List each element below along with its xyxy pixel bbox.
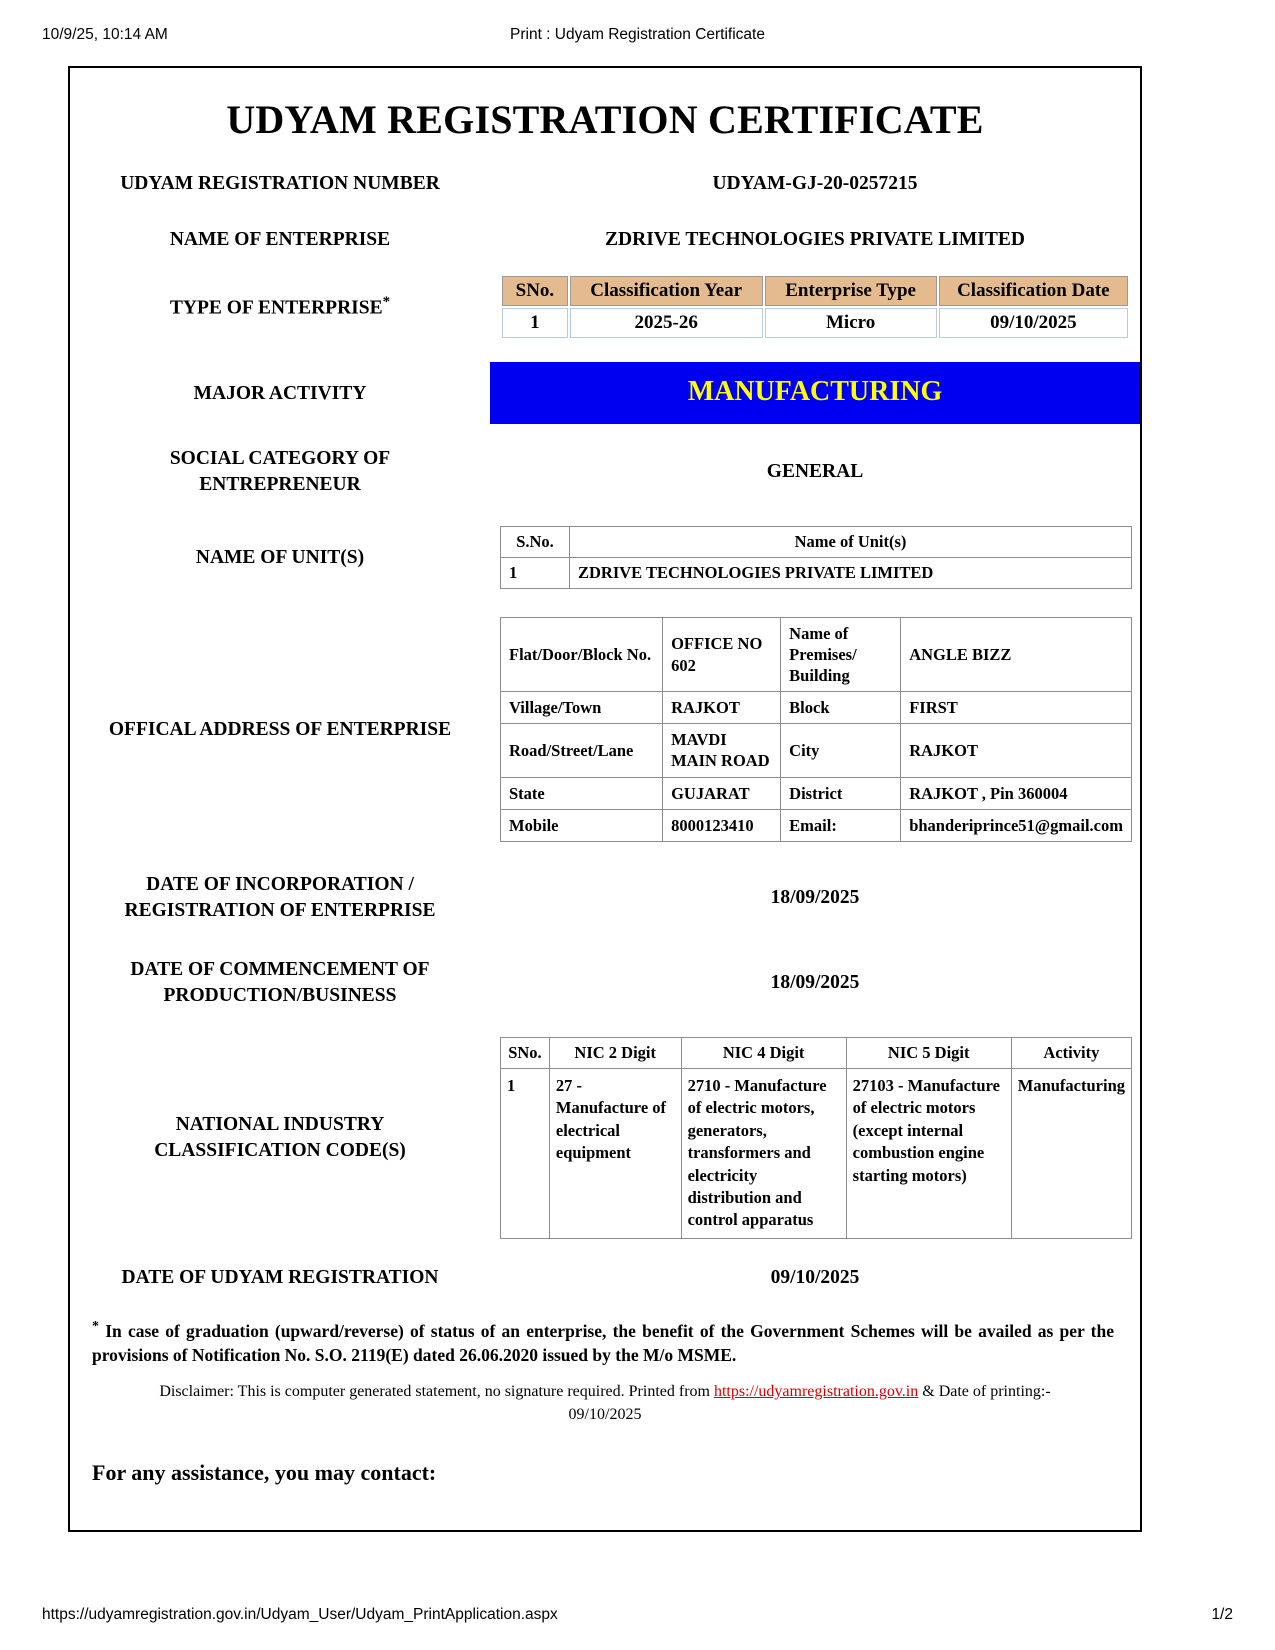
address-value-premises: ANGLE BIZZ [901,617,1132,691]
table-row [501,1068,1132,1238]
label-enterprise-name: NAME OF ENTERPRISE [169,228,391,250]
nic-col-5digit: NIC 5 Digit [846,1037,1011,1068]
row-date-of-commencement [70,957,1140,1008]
footnote-text: In case of graduation (upward/reverse) of status of an enterprise, the benefit of the Government Schemes will be availed as per the provisions of Notification No. S.O. 2119(E) dated 26.06.2020 issued by the M/o MSME. [92,1320,1115,1366]
browser-print-footer [0,1606,1275,1628]
row-official-address [70,617,1140,842]
graduation-footnote [92,1317,1114,1369]
disclaimer-suffix: & Date of printing:- [918,1383,1051,1401]
address-key-village: Village/Town [501,692,663,724]
table-row [501,557,1132,588]
label-date-of-udyam-registration: DATE OF UDYAM REGISTRATION [121,1266,439,1288]
official-address-table-wrap [490,617,1140,842]
major-activity-banner: MANUFACTURING [490,362,1140,424]
type-of-enterprise-asterisk: * [382,294,391,311]
address-value-village: RAJKOT [663,692,781,724]
unit-cell-sno: 1 [501,557,570,588]
print-page-number: 1/2 [1211,1606,1233,1623]
unit-table [500,526,1132,589]
label-date-of-commencement-line2: PRODUCTION/BUSINESS [163,985,397,1007]
type-of-enterprise-table-wrap [490,274,1140,340]
classification-cell-enterprise-type: Micro [765,308,937,338]
nic-col-sno: SNo. [501,1037,550,1068]
label-name-of-units: NAME OF UNIT(S) [195,546,365,568]
label-date-of-commencement [70,957,490,1008]
label-social-category-line2: ENTREPRENEUR [199,474,361,496]
label-official-address: OFFICAL ADDRESS OF ENTERPRISE [108,718,452,740]
value-registration-number: UDYAM-GJ-20-0257215 [712,173,918,194]
value-social-category: GENERAL [766,461,864,483]
disclaimer-prefix: Disclaimer: This is computer generated statement, no signature required. Printed from [159,1383,714,1401]
row-date-of-incorporation [70,872,1140,923]
unit-col-sno: S.No. [501,526,570,557]
label-nic-codes-line1: NATIONAL INDUSTRY [175,1114,385,1136]
address-key-email: Email: [781,809,901,841]
table-row [501,777,1132,809]
label-registration-number: UDYAM REGISTRATION NUMBER [120,173,440,194]
row-type-of-enterprise [70,274,1140,340]
label-social-category-line1: SOCIAL CATEGORY OF [169,448,391,470]
table-row [501,809,1132,841]
classification-col-enterprise-type: Enterprise Type [765,276,937,306]
browser-print-header [0,26,1275,48]
classification-table [500,274,1130,340]
address-key-road: Road/Street/Lane [501,724,663,777]
address-key-district: District [781,777,901,809]
major-activity-banner-wrap [490,362,1140,424]
value-date-of-udyam-registration: 09/10/2025 [770,1266,860,1288]
row-enterprise-name [70,227,1140,253]
label-social-category [70,446,490,497]
label-type-of-enterprise [70,293,490,321]
address-key-flat: Flat/Door/Block No. [501,617,663,691]
nic-codes-table-wrap [490,1037,1140,1239]
value-enterprise-name: ZDRIVE TECHNOLOGIES PRIVATE LIMITED [605,228,1025,250]
nic-col-4digit: NIC 4 Digit [681,1037,846,1068]
classification-cell-year: 2025-26 [570,308,763,338]
classification-col-year: Classification Year [570,276,763,306]
address-value-block: FIRST [901,692,1132,724]
udyam-portal-link[interactable]: https://udyamregistration.gov.in [713,1383,919,1401]
label-date-of-incorporation [70,872,490,923]
value-date-of-commencement: 18/09/2025 [770,972,860,994]
assistance-heading: For any assistance, you may contact: [92,1460,437,1486]
classification-cell-sno: 1 [502,308,568,338]
disclaimer-print-date: 09/10/2025 [568,1406,642,1424]
nic-cell-2digit: 27 - Manufacture of electrical equipment [549,1068,681,1238]
unit-col-name: Name of Unit(s) [570,526,1132,557]
table-row [501,692,1132,724]
value-date-of-incorporation: 18/09/2025 [770,886,860,908]
print-page-title: Print : Udyam Registration Certificate [510,26,765,43]
row-social-category [70,446,1140,497]
label-date-of-incorporation-line2: REGISTRATION OF ENTERPRISE [124,899,436,921]
address-value-city: RAJKOT [901,724,1132,777]
nic-cell-sno: 1 [501,1068,550,1238]
classification-cell-date: 09/10/2025 [939,308,1128,338]
disclaimer [112,1380,1098,1426]
row-major-activity [70,362,1140,424]
label-nic-codes [70,1112,490,1163]
address-value-district: RAJKOT , Pin 360004 [901,777,1132,809]
address-value-mobile: 8000123410 [663,809,781,841]
nic-cell-4digit: 2710 - Manufacture of electric motors, generators, transformers and electricity distribution and control apparatus [681,1068,846,1238]
label-nic-codes-line2: CLASSIFICATION CODE(S) [154,1139,406,1161]
address-value-flat: OFFICE NO 602 [663,617,781,691]
nic-cell-5digit: 27103 - Manufacture of electric motors (except internal combustion engine starting motors) [846,1068,1011,1238]
nic-header-row [501,1037,1132,1068]
label-type-of-enterprise-text: TYPE OF ENTERPRISE [169,297,383,319]
address-key-city: City [781,724,901,777]
classification-header-row [502,276,1128,306]
nic-table [500,1037,1132,1239]
classification-col-date: Classification Date [939,276,1128,306]
print-source-url: https://udyamregistration.gov.in/Udyam_User/Udyam_PrintApplication.aspx [42,1606,558,1623]
label-date-of-commencement-line1: DATE OF COMMENCEMENT OF [130,959,430,981]
unit-header-row [501,526,1132,557]
row-registration-number [70,171,1140,197]
footnote-asterisk: * [92,1318,99,1334]
address-table [500,617,1132,842]
address-key-premises: Name of Premises/ Building [781,617,901,691]
label-date-of-incorporation-line1: DATE OF INCORPORATION / [146,873,414,895]
row-date-of-udyam-registration [70,1265,1140,1291]
address-value-road: MAVDI MAIN ROAD [663,724,781,777]
address-value-email: bhanderiprince51@gmail.com [901,809,1132,841]
nic-cell-activity: Manufacturing [1011,1068,1131,1238]
nic-col-activity: Activity [1011,1037,1131,1068]
certificate-title: UDYAM REGISTRATION CERTIFICATE [226,97,984,142]
address-key-block: Block [781,692,901,724]
print-timestamp: 10/9/25, 10:14 AM [42,26,168,43]
address-key-mobile: Mobile [501,809,663,841]
nic-col-2digit: NIC 2 Digit [549,1037,681,1068]
unit-cell-name: ZDRIVE TECHNOLOGIES PRIVATE LIMITED [570,557,1132,588]
classification-col-sno: SNo. [502,276,568,306]
label-major-activity: MAJOR ACTIVITY [193,382,367,404]
address-value-state: GUJARAT [663,777,781,809]
row-nic-codes [70,1037,1140,1239]
table-row [502,308,1128,338]
table-row [501,724,1132,777]
certificate-frame [68,66,1142,1532]
table-row [501,617,1132,691]
address-key-state: State [501,777,663,809]
row-name-of-units [70,526,1140,589]
name-of-units-table-wrap [490,526,1140,589]
